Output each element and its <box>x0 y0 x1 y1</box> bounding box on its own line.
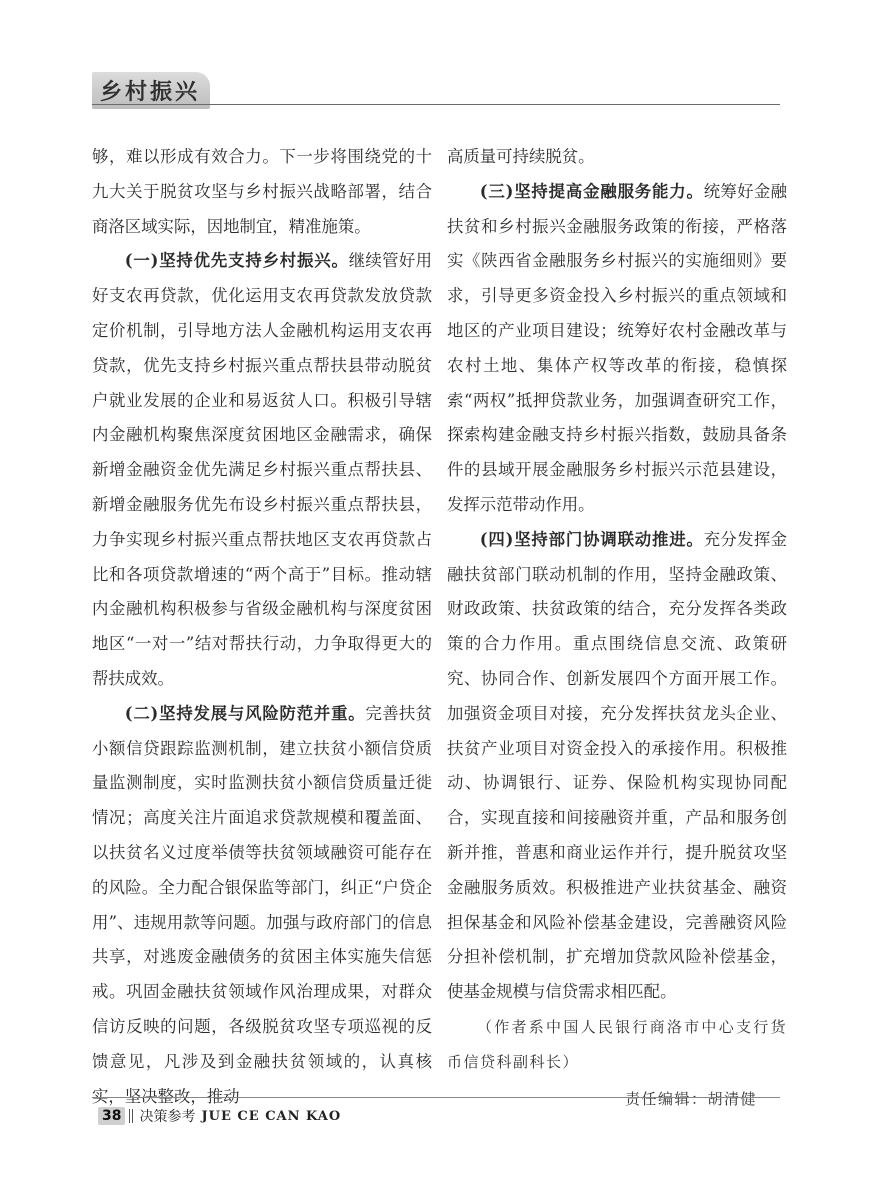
paragraph: 够，难以形成有效合力。下一步将围绕党的十九大关于脱贫攻坚与乡村振兴战略部署，结合商洛区域实际，因地制宜，精准施策。 <box>92 147 432 236</box>
section-body: 充分发挥金融扶贫部门联动机制的作用，坚持金融政策、财政政策、扶贫政策的结合，充分发挥各类政策的合力作用。重点围绕信息交流、政策研究、协同合作、创新发展四个方面开展工作。加强资金项目对接，充分发挥扶贫龙头企业、扶贫产业项目对资金投入的承接作用。积极推动、协调银行、证券、保险机构实现协同配合，实现直接和间接融资并重，产品和服务创新并推，普惠和商业运作并行，提升脱贫攻坚金融服务质效。积极推进产业扶贫基金、融资担保基金和风险补偿基金建设，完善融资风险分担补偿机制，扩充增加贷款风险补偿基金，使基金规模与信贷需求相匹配。 <box>447 529 787 1002</box>
footer-separator <box>129 1109 133 1123</box>
magazine-name-en: JUE CE CAN KAO <box>201 1108 342 1124</box>
editor-credit: 责任编辑：胡清健 <box>624 1089 757 1108</box>
left-column <box>92 140 432 1114</box>
author-note: （作者系中国人民银行商洛市中心支行货币信贷科副科长） <box>447 1017 787 1071</box>
section-heading: (三)坚持提高金融服务能力。 <box>479 181 704 201</box>
section-heading: (一)坚持优先支持乡村振兴。 <box>124 251 349 271</box>
page-number: 38 <box>98 1107 125 1125</box>
right-column <box>447 140 787 1116</box>
section-3 <box>447 175 787 523</box>
header-divider <box>92 104 780 105</box>
section-heading: (四)坚持部门协调联动推进。 <box>479 529 704 549</box>
section-title: 乡村振兴 <box>92 72 210 109</box>
section-body: 完善扶贫小额信贷跟踪监测机制，建立扶贫小额信贷质量监测制度，实时监测扶贫小额信贷质量迁徙情况；高度关注片面追求贷款规模和覆盖面、以扶贫名义过度举债等扶贫领域融资可能存在的风险。全力配合银保监等部门，纠正“户贷企用”、违规用款等问题。加强与政府部门的信息共享，对逃废金融债务的贫困主体实施失信惩戒。巩固金融扶贫领域作风治理成果，对群众信访反映的问题，各级脱贫攻坚专项巡视的反馈意见，凡涉及到金融扶贫领域的，认真核实，坚决整改，推动 <box>92 703 433 1106</box>
magazine-name-cn: 决策参考 <box>139 1109 196 1125</box>
section-2 <box>92 697 432 1115</box>
section-body: 统筹好金融扶贫和乡村振兴金融服务政策的衔接，严格落实《陕西省金融服务乡村振兴的实施细则》要求，引导更多资金投入乡村振兴的重点领域和地区的产业项目建设；统筹好农村金融改革与农村土地、集体产权等改革的衔接，稳慎探索“两权”抵押贷款业务，加强调查研究工作，探索构建金融支持乡村振兴指数，鼓励具备条件的县域开展金融服务乡村振兴示范县建设，发挥示范带动作用。 <box>447 181 787 514</box>
section-heading: (二)坚持发展与风险防范并重。 <box>124 703 366 723</box>
footer <box>98 1106 341 1126</box>
section-body: 继续管好用好支农再贷款，优化运用支农再贷款发放贷款定价机制，引导地方法人金融机构运用支农再贷款，优先支持乡村振兴重点帮扶县带动脱贫户就业发展的企业和易返贫人口。积极引导辖内金融机构聚焦深度贫困地区金融需求，确保新增金融资金优先满足乡村振兴重点帮扶县、新增金融服务优先布设乡村振兴重点帮扶县，力争实现乡村振兴重点帮扶地区支农再贷款占比和各项贷款增速的“两个高于”目标。推动辖内金融机构积极参与省级金融机构与深度贫困地区“一对一”结对帮扶行动，力争取得更大的帮扶成效。 <box>92 251 432 688</box>
section-1 <box>92 244 432 696</box>
footer-divider <box>92 1097 780 1098</box>
paragraph: 高质量可持续脱贫。 <box>447 147 595 166</box>
section-4 <box>447 523 787 1010</box>
